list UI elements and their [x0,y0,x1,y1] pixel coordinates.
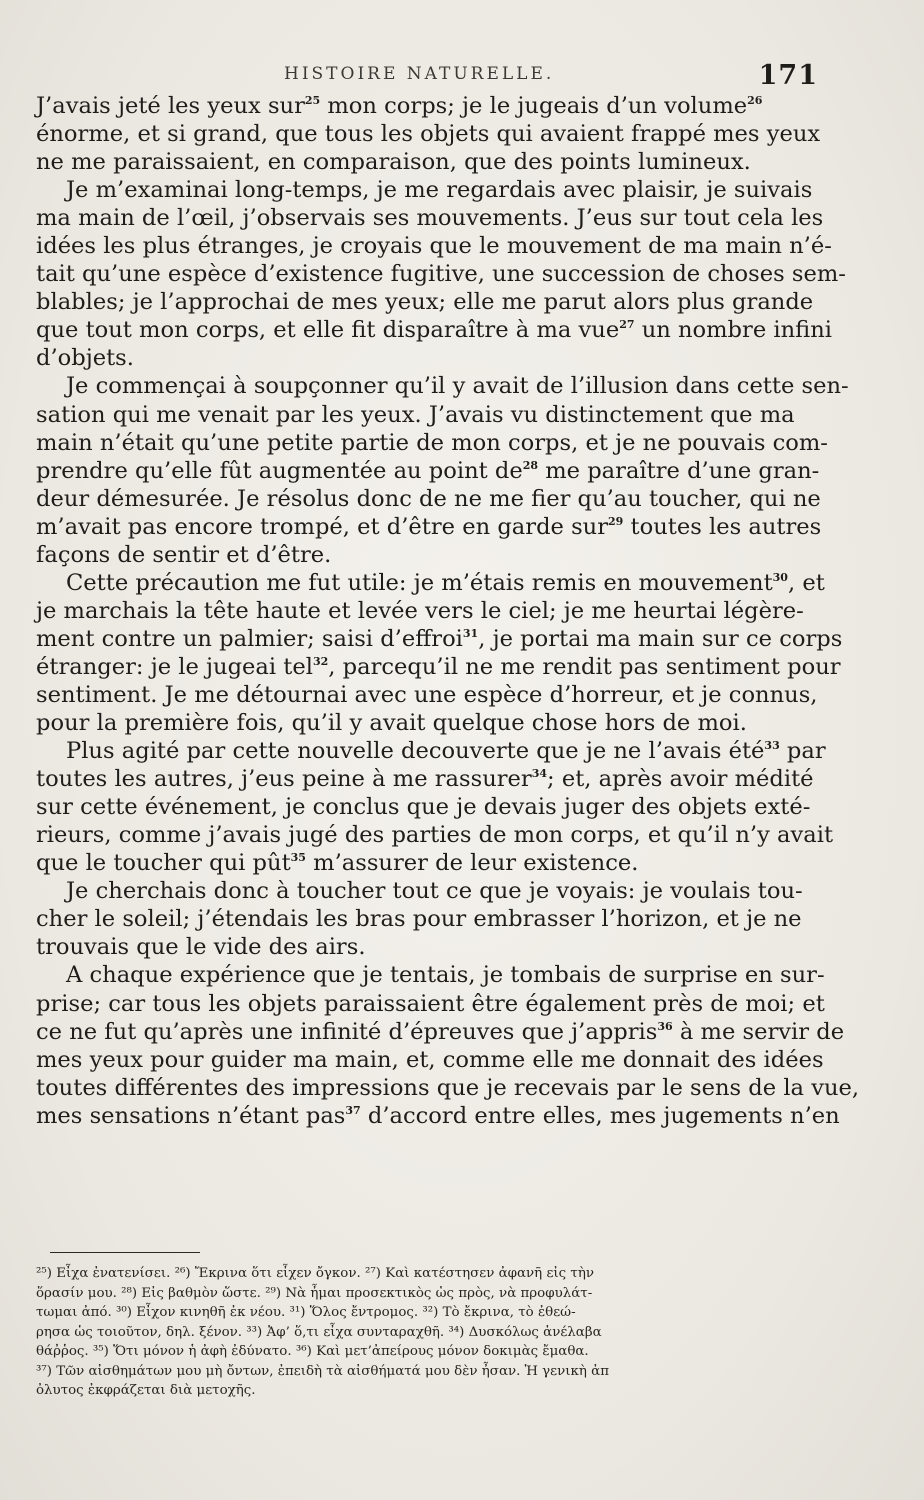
text-segment: m’assurer de leur existence. [305,850,639,877]
page-number: 171 [758,60,818,91]
text-line [36,401,818,429]
footnote-reference[interactable]: 26 [747,94,763,107]
footnote-reference[interactable]: 32 [312,654,329,668]
text-line [36,1046,824,1074]
text-segment: d’objets. [36,345,134,372]
footnote-reference[interactable]: 29 [608,514,624,528]
text-line [36,961,825,989]
footnote-reference[interactable]: 36 [657,1019,673,1033]
text-segment: que le toucher qui pût [36,850,291,877]
text-segment: me paraître d’une gran- [538,457,820,484]
text-segment: Cette précaution me fut utile: je m’étais remis en mouvement [66,569,773,596]
text-segment: , parcequ’il ne me rendit pas sentiment pour [328,653,841,680]
footnote-reference[interactable]: 28 [522,458,539,472]
main-text [36,92,860,1130]
text-line [36,316,833,344]
text-segment: ce ne fut qu’après une infinité d’épreuves que j’appris [36,1018,658,1045]
text-line [36,765,818,793]
text-line [36,625,843,653]
text-segment: ; et, après avoir médité [547,766,814,793]
text-segment: pour la première fois, qu’il y avait quelque chose hors de moi. [36,710,747,737]
text-line [36,148,818,176]
text-line [36,821,834,849]
text-segment: je marchais la tête haute et levée vers le ciel; je me heurtai légère- [36,597,804,624]
footnote-line: ὅρασίν μου. ²⁸) Εἰς βαθμὸν ὥστε. ²⁹) Νὰ ἦμαι προσεκτικὸς ὡς πρὸς, νὰ προφυλάτ- [36,1285,593,1301]
text-segment: Je commençai à soupçonner qu’il y avait de l’illusion dans cette sen- [66,373,849,400]
text-line [36,653,841,681]
text-segment: sentiment. Je me détournai avec une espèce d’horreur, et je connus, [36,681,818,708]
text-segment: J’avais jeté les yeux sur [36,93,305,119]
footnote-line: ²⁵) Εἶχα ἐνατενίσει. ²⁶) Ἔκρινα ὅτι εἶχεν ὄγκον. ²⁷) Καὶ κατέστησεν ἀφανῆ εἰς τὴν [36,1266,594,1281]
text-segment: prendre qu’elle fût augmentée au point de [36,457,523,484]
text-segment: un nombre infini [634,317,833,344]
text-line [36,541,818,569]
text-line [36,485,821,513]
text-line [36,1018,845,1046]
text-line [36,204,824,232]
page-header [36,60,818,90]
text-segment: Je m’examinai long-temps, je me regardais avec plaisir, je suivais [66,177,813,204]
footnote-reference[interactable]: 34 [531,767,548,781]
footnote-reference[interactable]: 27 [619,318,635,332]
text-segment: que tout mon corps, et elle fit disparaître à ma vue [36,317,620,344]
footnote-reference[interactable]: 30 [772,570,788,584]
footnote-rule [50,1252,200,1253]
text-segment: Je cherchais donc à toucher tout ce que je voyais: je voulais tou- [66,878,803,905]
text-line [36,176,818,204]
text-segment: main n’était qu’une petite partie de mon corps, et je ne pouvais com- [36,429,828,456]
footnote-reference[interactable]: 31 [462,626,479,640]
text-segment: ma main de l’œil, j’observais ses mouvements. J’eus sur tout cela les [36,205,824,232]
text-line [36,260,846,288]
text-line [36,737,826,765]
text-segment: par [779,738,826,765]
footnote-line: ³⁷) Τῶν αἰσθημάτων μου μὴ ὄντων, ἐπειδὴ τὰ αἰσθήματά μου δὲν ἦσαν. Ἡ γενικὴ ἀπ [36,1363,609,1379]
text-segment: ment contre un palmier; saisi d’effroi [36,625,463,652]
text-segment: toutes les autres [623,513,822,540]
text-segment: trouvais que le vide des airs. [36,934,366,961]
text-segment: rieurs, comme j’avais jugé des parties de mon corps, et qu’il n’y avait [36,822,834,849]
running-title: HISTOIRE NATURELLE. [284,64,555,84]
text-segment: mon corps; je le jugeais d’un volume [320,93,748,119]
text-line [36,513,822,541]
text-line [36,569,825,597]
footnotes [36,1264,818,1401]
footnote-reference[interactable]: 25 [304,94,321,107]
text-segment: idées les plus étranges, je croyais que le mouvement de ma main n’é- [36,233,832,260]
text-line [36,288,818,316]
text-segment: prise; car tous les objets paraissaient être également près de moi; et [36,990,825,1017]
footnote-line: θάῤῥος. ³⁵) Ὅτι μόνον ἡ ἀφὴ ἐδύνατο. ³⁶) Καὶ μετ’ἀπείρους μόνον δοκιμὰς ἔμαθα. [36,1344,589,1359]
text-segment: mes yeux pour guider ma main, et, comme elle me donnait des idées [36,1046,824,1073]
footnote-line: ὀλυτος ἐκφράζεται διὰ μετοχῆς. [36,1383,256,1398]
text-line [36,457,818,485]
text-segment: blables; je l’approchai de mes yeux; elle me parut alors plus grande [36,289,814,316]
text-line [36,344,818,372]
text-line [36,1102,840,1130]
footnote-reference[interactable]: 35 [290,851,306,865]
text-segment: tait qu’une espèce d’existence fugitive, une succession de choses sem- [36,261,846,288]
text-line [36,793,818,821]
text-segment: façons de sentir et d’être. [36,541,332,568]
text-line [36,681,818,709]
text-segment: sation qui me venait par les yeux. J’avais vu distinctement que ma [36,401,795,428]
footnote-reference[interactable]: 37 [345,1103,361,1117]
text-segment: mes sensations n’étant pas [36,1102,346,1129]
text-line [36,232,832,260]
text-segment: deur démesurée. Je résolus donc de ne me fier qu’au toucher, qui ne [36,485,821,512]
footnote-reference[interactable]: 33 [764,739,780,753]
text-line [36,709,818,737]
text-line [36,877,818,905]
text-segment: Plus agité par cette nouvelle decouverte que je ne l’avais été [66,738,765,765]
text-segment: cher le soleil; j’étendais les bras pour embrasser l’horizon, et je ne [36,906,802,933]
text-segment: m’avait pas encore trompé, et d’être en garde sur [36,513,609,540]
text-line [36,849,818,877]
text-segment: à me servir de [672,1018,845,1045]
text-segment: étranger: je le jugeai tel [36,653,313,680]
text-line [36,120,821,148]
text-line [36,92,818,120]
footnote-line: τωμαι ἀπό. ³⁰) Εἶχον κινηθῆ ἐκ νέου. ³¹) Ὅλος ἔντρομος. ³²) Τὸ ἔκρινα, τὸ ἐθεώ- [36,1305,576,1320]
text-segment: , je portai ma main sur ce corps [478,625,843,652]
text-segment: ne me paraissaient, en comparaison, que des points lumineux. [36,149,751,176]
text-segment: toutes les autres, j’eus peine à me rassurer [36,766,532,793]
footnote-line: ρησα ὡς τοιοῦτον, δηλ. ξένον. ³³) Ἀφ’ ὅ,τι εἶχα συνταραχθῆ. ³⁴) Δυσκόλως ἀνέλαβα [36,1324,602,1340]
text-segment: A chaque expérience que je tentais, je tombais de surprise en sur- [66,962,825,989]
text-segment: sur cette événement, je conclus que je devais juger des objets exté- [36,794,811,821]
text-line [36,905,818,933]
text-segment: , et [787,569,825,596]
text-segment: d’accord entre elles, mes jugements n’en [360,1102,840,1129]
text-line [36,933,818,961]
text-segment: énorme, et si grand, que tous les objets qui avaient frappé mes yeux [36,121,821,148]
text-segment: toutes différentes des impressions que je recevais par le sens de la vue, [36,1074,860,1101]
text-line [36,1074,860,1102]
text-line [36,990,825,1018]
text-line [36,372,849,400]
text-line [36,597,818,625]
text-line [36,429,828,457]
